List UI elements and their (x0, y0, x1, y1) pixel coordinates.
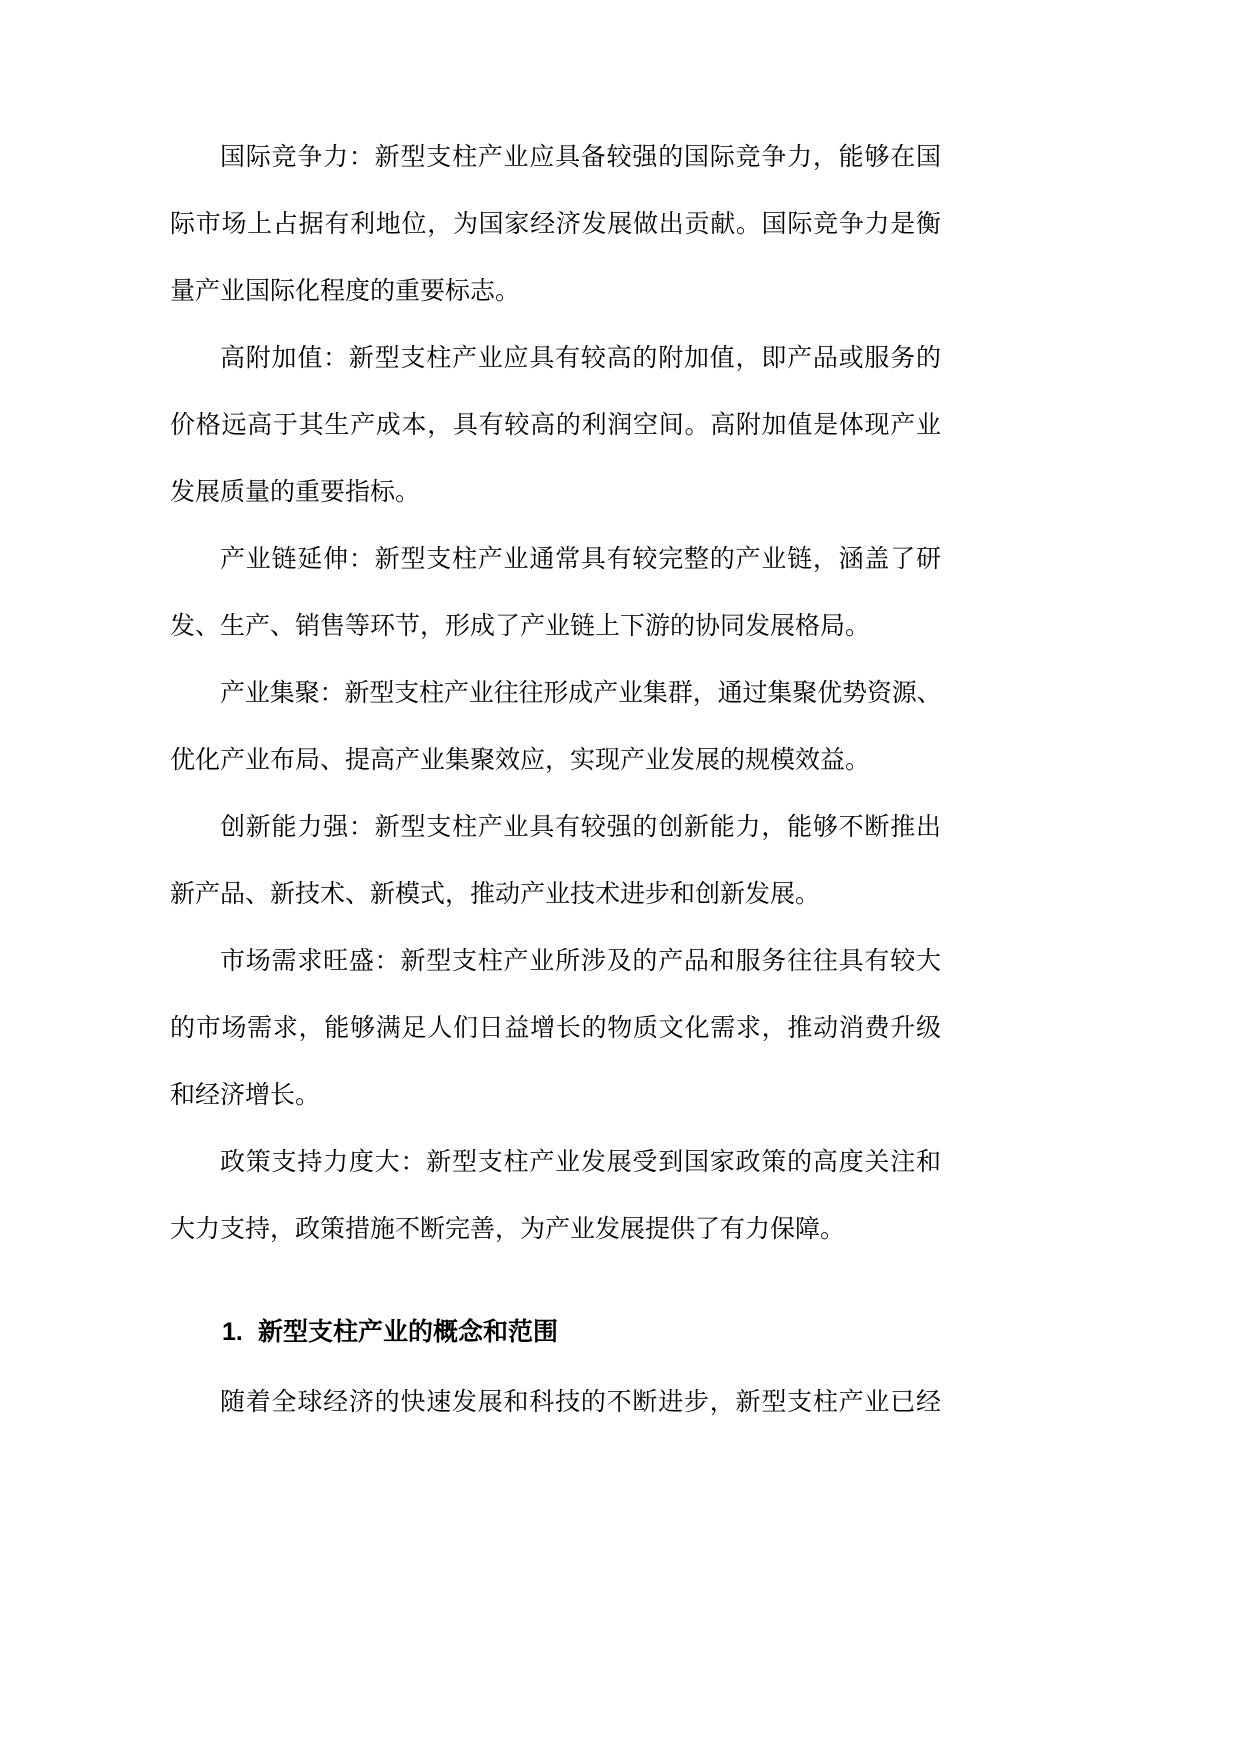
paragraph-line: 产业集聚：新型支柱产业往往形成产业集群，通过集聚优势资源、 (220, 680, 941, 707)
paragraph-line: 高附加值：新型支柱产业应具有较高的附加值，即产品或服务的 (220, 345, 941, 372)
paragraph-line: 发、生产、销售等环节，形成了产业链上下游的协同发展格局。 (170, 613, 871, 640)
section-heading-number: 1. (222, 1318, 243, 1346)
paragraph-line: 价格远高于其生产成本，具有较高的利润空间。高附加值是体现产业 (170, 412, 941, 439)
section-heading-title: 新型支柱产业的概念和范围 (258, 1318, 559, 1346)
paragraph-market-demand (170, 928, 941, 1129)
paragraph-innovation (170, 794, 941, 928)
paragraph-line: 创新能力强：新型支柱产业具有较强的创新能力，能够不断推出 (220, 814, 941, 841)
paragraph-closing (170, 1369, 941, 1436)
paragraph-line: 产业链延伸：新型支柱产业通常具有较完整的产业链，涵盖了研 (220, 546, 941, 573)
paragraph-line: 优化产业布局、提高产业集聚效应，实现产业发展的规模效益。 (170, 747, 871, 774)
paragraph-line: 和经济增长。 (170, 1082, 321, 1109)
paragraph-line: 大力支持，政策措施不断完善，为产业发展提供了有力保障。 (170, 1216, 846, 1243)
paragraph-high-added-value (170, 325, 941, 526)
paragraph-line: 随着全球经济的快速发展和科技的不断进步，新型支柱产业已经 (220, 1389, 941, 1416)
paragraph-line: 市场需求旺盛：新型支柱产业所涉及的产品和服务往往具有较大 (220, 948, 941, 975)
paragraph-line: 新产品、新技术、新模式，推动产业技术进步和创新发展。 (170, 881, 821, 908)
paragraph-line: 政策支持力度大：新型支柱产业发展受到国家政策的高度关注和 (220, 1149, 941, 1176)
paragraph-line: 际市场上占据有利地位，为国家经济发展做出贡献。国际竞争力是衡 (170, 211, 941, 238)
paragraph-line: 量产业国际化程度的重要标志。 (170, 278, 521, 305)
document-body (170, 124, 941, 1436)
paragraph-international-competitiveness (170, 124, 941, 325)
paragraph-policy-support (170, 1129, 941, 1263)
section-heading (170, 1299, 941, 1366)
paragraph-industry-chain (170, 526, 941, 660)
paragraph-line: 发展质量的重要指标。 (170, 479, 421, 506)
paragraph-line: 国际竞争力：新型支柱产业应具备较强的国际竞争力，能够在国 (220, 144, 941, 171)
paragraph-line: 的市场需求，能够满足人们日益增长的物质文化需求，推动消费升级 (170, 1015, 941, 1042)
paragraph-industry-cluster (170, 660, 941, 794)
